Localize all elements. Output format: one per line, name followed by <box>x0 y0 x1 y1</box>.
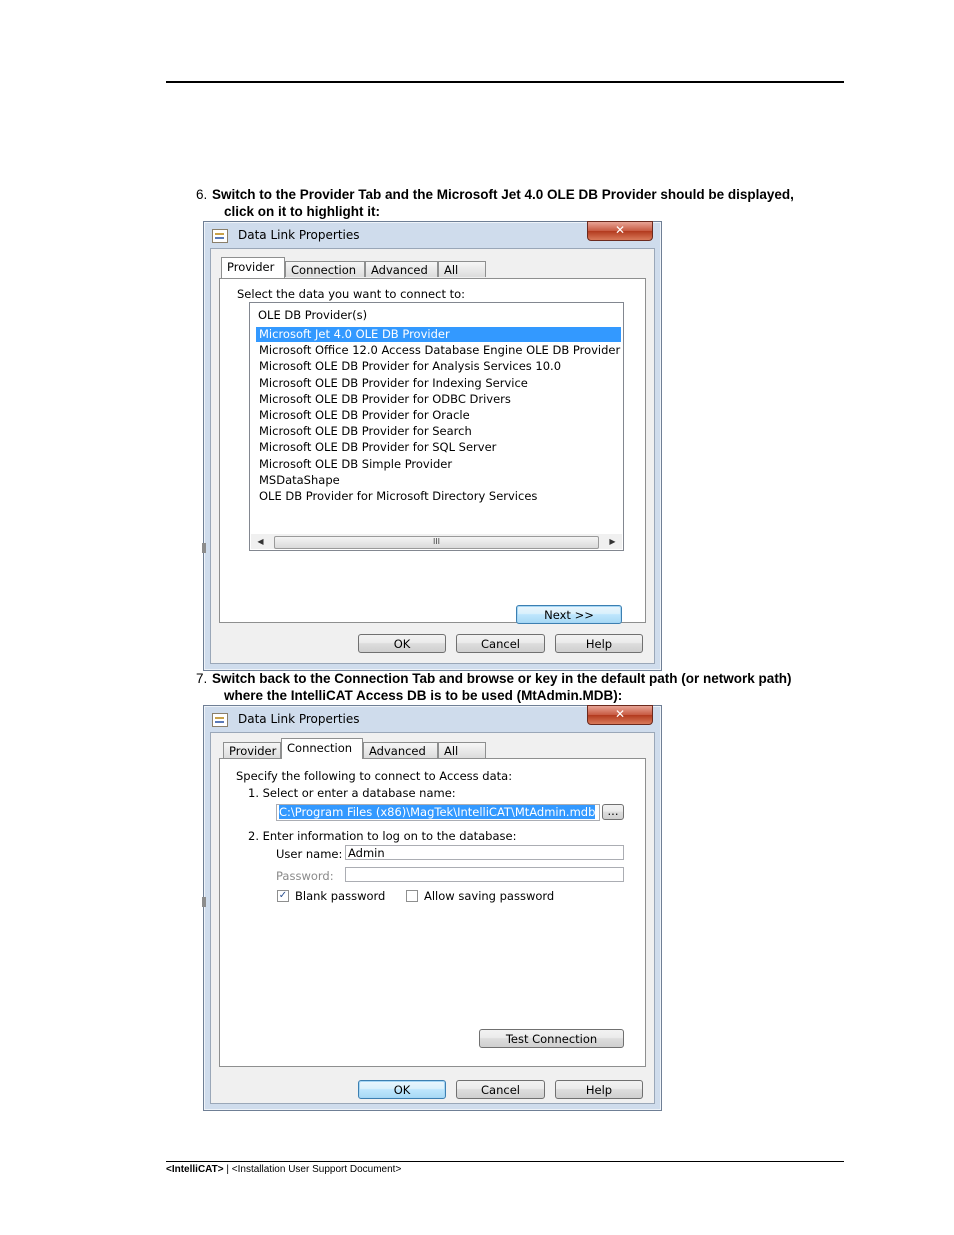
provider-list-item[interactable]: Microsoft OLE DB Provider for Analysis Services 10.0 <box>259 359 562 374</box>
dialog-title: Data Link Properties <box>238 712 360 726</box>
step-7-line-2: where the IntelliCAT Access DB is to be used (MtAdmin.MDB): <box>224 688 623 703</box>
database-path-text: C:\Program Files (x86)\MagTek\IntelliCAT\MtAdmin.mdb <box>279 805 596 819</box>
ok-button[interactable]: OK <box>358 1080 446 1099</box>
database-name-label: 1. Select or enter a database name: <box>248 786 456 800</box>
step-7-instruction <box>196 670 792 704</box>
database-name-input[interactable] <box>276 804 600 821</box>
connect-intro: Specify the following to connect to Access data: <box>236 769 513 783</box>
tab-advanced[interactable]: Advanced <box>365 261 438 277</box>
header-rule <box>166 81 844 83</box>
tab-advanced[interactable]: Advanced <box>363 742 438 758</box>
dialog-client-area <box>210 732 655 1104</box>
footer-separator: | <box>223 1164 232 1175</box>
password-label: Password: <box>276 869 334 883</box>
left-edge-grip <box>202 897 206 907</box>
dialog-client-area <box>210 248 655 664</box>
footer-product: <IntelliCAT> <box>166 1164 224 1175</box>
title-bar[interactable] <box>204 222 661 248</box>
footer-document: <Installation User Support Document> <box>231 1164 402 1175</box>
select-data-prompt: Select the data you want to connect to: <box>237 287 466 301</box>
title-bar[interactable] <box>204 706 661 732</box>
footer-rule <box>166 1161 844 1162</box>
tab-all[interactable]: All <box>438 742 486 758</box>
tab-provider[interactable]: Provider <box>221 257 285 278</box>
provider-panel <box>219 278 646 623</box>
logon-info-label: 2. Enter information to log on to the database: <box>248 829 517 843</box>
data-link-properties-dialog-provider <box>203 221 662 671</box>
step-7-number: 7. <box>196 671 208 686</box>
help-button[interactable]: Help <box>555 634 643 653</box>
step-6-line-1: Switch to the Provider Tab and the Microsoft Jet 4.0 OLE DB Provider should be displayed, <box>212 187 794 202</box>
username-label: User name: <box>276 847 343 861</box>
browse-button[interactable]: ... <box>602 804 624 820</box>
provider-list-item[interactable]: Microsoft Jet 4.0 OLE DB Provider <box>256 327 621 342</box>
step-6-number: 6. <box>196 187 208 202</box>
page-footer <box>166 1164 401 1175</box>
step-7-line-1: Switch back to the Connection Tab and browse or key in the default path (or network path) <box>212 671 792 686</box>
provider-list-item[interactable]: MSDataShape <box>259 472 340 487</box>
blank-password-label: Blank password <box>295 889 386 903</box>
test-connection-button[interactable]: Test Connection <box>479 1029 624 1048</box>
left-edge-grip <box>202 543 206 553</box>
horizontal-scrollbar[interactable] <box>251 534 622 549</box>
provider-list-item[interactable]: Microsoft Office 12.0 Access Database Engine OLE DB Provider <box>259 343 621 358</box>
dialog-title: Data Link Properties <box>238 228 360 242</box>
data-link-icon <box>212 229 228 243</box>
tab-connection[interactable]: Connection <box>285 261 365 277</box>
scroll-left-icon[interactable]: ◀ <box>257 537 264 546</box>
help-button[interactable]: Help <box>555 1080 643 1099</box>
provider-list-item[interactable]: Microsoft OLE DB Simple Provider <box>259 456 453 471</box>
allow-saving-password-label: Allow saving password <box>424 889 555 903</box>
scroll-thumb[interactable]: III <box>274 536 599 549</box>
provider-list-item[interactable]: Microsoft OLE DB Provider for ODBC Drivers <box>259 391 511 406</box>
provider-list-item[interactable]: OLE DB Provider for Microsoft Directory Services <box>259 489 538 503</box>
connection-panel <box>219 758 646 1067</box>
data-link-properties-dialog-connection <box>203 705 662 1111</box>
provider-list[interactable] <box>249 302 624 551</box>
provider-list-item[interactable]: Microsoft OLE DB Provider for Search <box>259 424 472 439</box>
blank-password-checkbox[interactable]: ✓ <box>278 890 288 901</box>
tab-provider[interactable]: Provider <box>223 742 281 758</box>
step-6-line-2: click on it to highlight it: <box>224 204 380 219</box>
close-button[interactable]: ✕ <box>587 221 653 241</box>
provider-list-item[interactable]: Microsoft OLE DB Provider for SQL Server <box>259 440 497 455</box>
tab-connection[interactable]: Connection <box>281 738 363 759</box>
next-button[interactable]: Next >> <box>516 605 622 624</box>
username-input[interactable]: Admin <box>345 845 624 860</box>
password-input[interactable] <box>345 867 624 882</box>
provider-list-item[interactable]: Microsoft OLE DB Provider for Indexing Service <box>259 375 528 390</box>
step-6-instruction <box>196 186 794 220</box>
close-button[interactable]: ✕ <box>587 705 653 725</box>
ok-button[interactable]: OK <box>358 634 446 653</box>
cancel-button[interactable]: Cancel <box>456 634 545 653</box>
cancel-button[interactable]: Cancel <box>456 1080 545 1099</box>
data-link-icon <box>212 713 228 727</box>
allow-saving-password-checkbox[interactable] <box>406 890 418 902</box>
list-header: OLE DB Provider(s) <box>258 308 368 322</box>
scroll-right-icon[interactable]: ▶ <box>609 537 616 546</box>
tab-all[interactable]: All <box>438 261 486 277</box>
provider-list-item[interactable]: Microsoft OLE DB Provider for Oracle <box>259 408 470 422</box>
